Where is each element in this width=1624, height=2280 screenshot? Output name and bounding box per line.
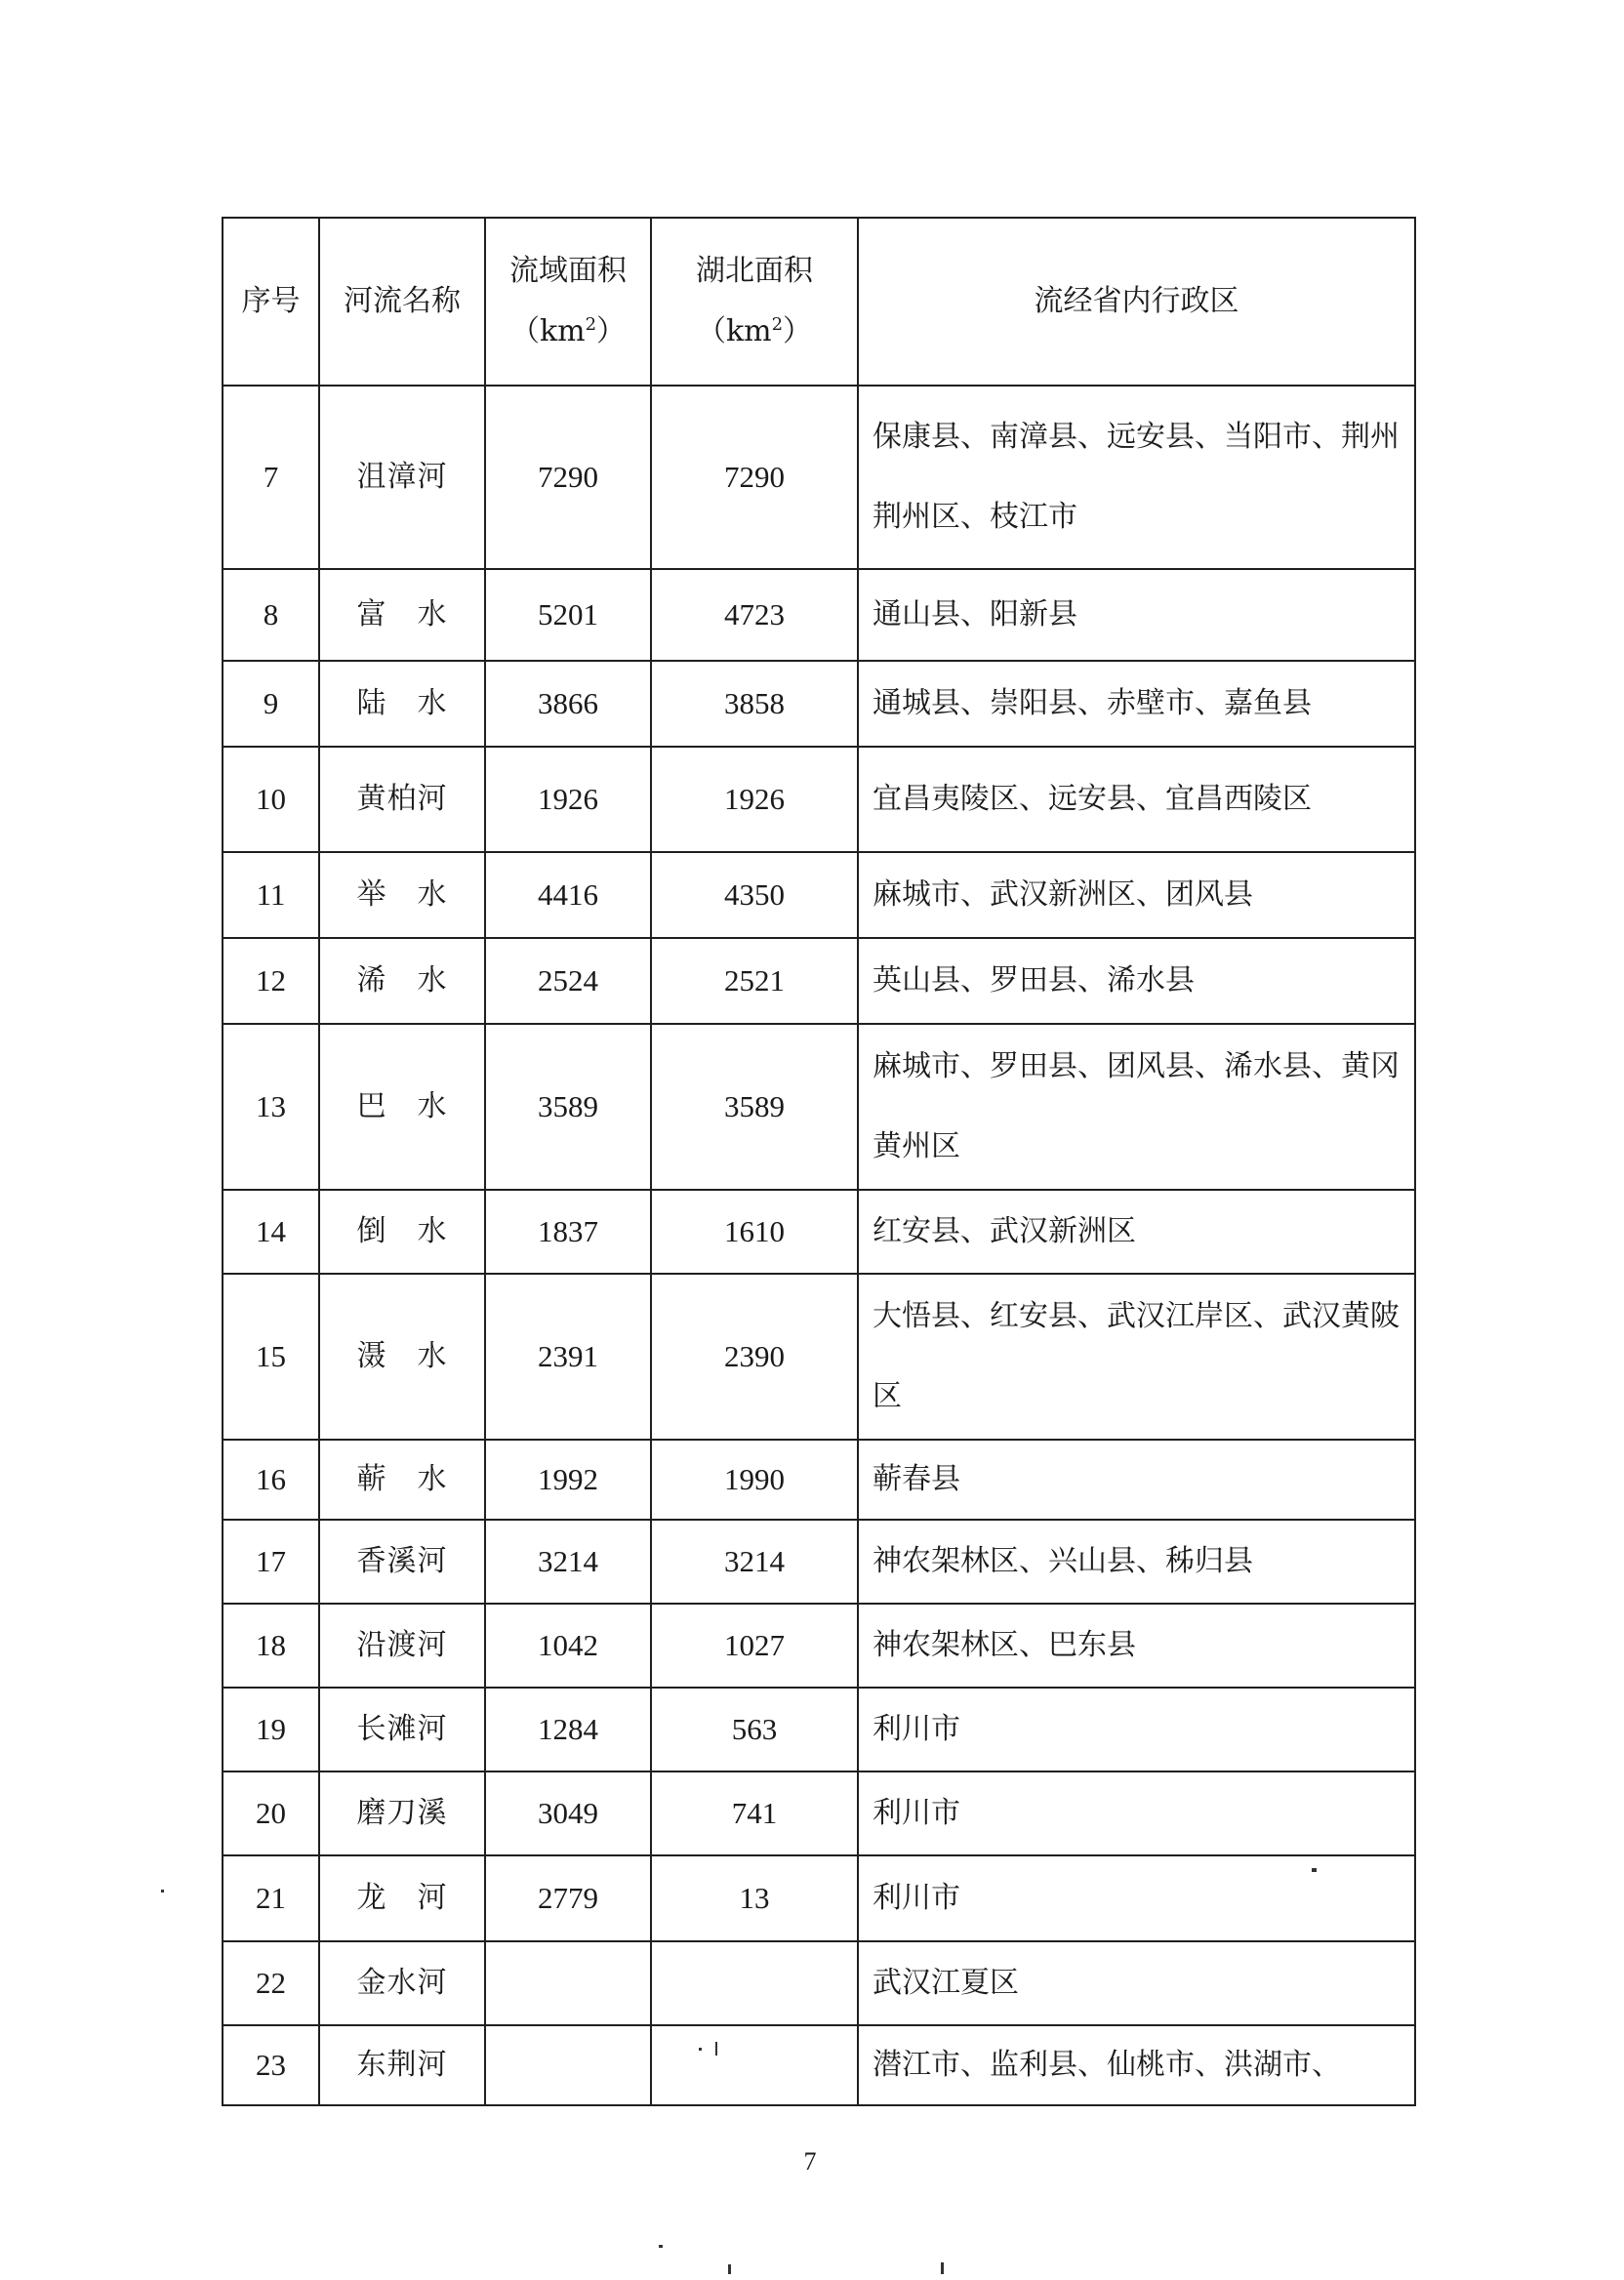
cell-regions: 麻城市、罗田县、团风县、浠水县、黄冈黄州区 xyxy=(858,1024,1415,1190)
cell-hubei-area: 2390 xyxy=(651,1274,858,1440)
table-row xyxy=(223,1771,1415,1855)
scan-speck xyxy=(728,2264,731,2274)
cell-basin-area: 4416 xyxy=(485,852,651,938)
cell-river-name: 金水河 xyxy=(319,1941,485,2025)
cell-seq: 21 xyxy=(223,1855,319,1941)
table-row xyxy=(223,1190,1415,1274)
cell-hubei-area: 4723 xyxy=(651,569,858,661)
cell-river-name: 龙 河 xyxy=(319,1855,485,1941)
cell-hubei-area: 3858 xyxy=(651,661,858,747)
cell-seq: 15 xyxy=(223,1274,319,1440)
table-row xyxy=(223,386,1415,569)
cell-hubei-area: 1027 xyxy=(651,1604,858,1688)
header-regions: 流经省内行政区 xyxy=(858,218,1415,386)
table-row xyxy=(223,1520,1415,1604)
table-row xyxy=(223,661,1415,747)
header-hubei-area xyxy=(651,218,858,386)
cell-seq: 9 xyxy=(223,661,319,747)
cell-hubei-area xyxy=(651,2025,858,2105)
cell-hubei-area: 2521 xyxy=(651,938,858,1024)
cell-river-name: 滠 水 xyxy=(319,1274,485,1440)
header-basin-area-unit: $(km^2)$ xyxy=(509,314,627,348)
table-row xyxy=(223,569,1415,661)
cell-basin-area xyxy=(485,1941,651,2025)
cell-seq: 17 xyxy=(223,1520,319,1604)
cell-regions: 大悟县、红安县、武汉江岸区、武汉黄陂区 xyxy=(858,1274,1415,1440)
cell-river-name: 长滩河 xyxy=(319,1688,485,1771)
cell-regions: 神农架林区、兴山县、秭归县 xyxy=(858,1520,1415,1604)
page-number: 7 xyxy=(803,2147,817,2176)
table-header-row xyxy=(223,218,1415,386)
cell-river-name: 倒 水 xyxy=(319,1190,485,1274)
cell-river-name: 沮漳河 xyxy=(319,386,485,569)
cell-regions: 神农架林区、巴东县 xyxy=(858,1604,1415,1688)
header-hubei-area-unit: $(km^2)$ xyxy=(696,314,813,348)
cell-regions: 保康县、南漳县、远安县、当阳市、荆州荆州区、枝江市 xyxy=(858,386,1415,569)
scan-speck xyxy=(715,2042,717,2056)
cell-basin-area: 1284 xyxy=(485,1688,651,1771)
header-hubei-area-label: 湖北面积 xyxy=(696,254,813,288)
cell-basin-area: 1992 xyxy=(485,1440,651,1520)
cell-basin-area: 5201 xyxy=(485,569,651,661)
cell-river-name: 陆 水 xyxy=(319,661,485,747)
cell-regions: 利川市 xyxy=(858,1688,1415,1771)
cell-basin-area: 1042 xyxy=(485,1604,651,1688)
cell-hubei-area: 563 xyxy=(651,1688,858,1771)
table-body xyxy=(223,386,1415,2105)
cell-regions: 通城县、崇阳县、赤壁市、嘉鱼县 xyxy=(858,661,1415,747)
cell-regions: 红安县、武汉新洲区 xyxy=(858,1190,1415,1274)
cell-river-name: 巴 水 xyxy=(319,1024,485,1190)
table-row xyxy=(223,1440,1415,1520)
cell-seq: 7 xyxy=(223,386,319,569)
cell-hubei-area: 4350 xyxy=(651,852,858,938)
cell-regions: 宜昌夷陵区、远安县、宜昌西陵区 xyxy=(858,747,1415,852)
header-basin-area xyxy=(485,218,651,386)
cell-river-name: 黄柏河 xyxy=(319,747,485,852)
cell-regions: 蕲春县 xyxy=(858,1440,1415,1520)
cell-river-name: 蕲 水 xyxy=(319,1440,485,1520)
header-river-name: 河流名称 xyxy=(319,218,485,386)
cell-river-name: 东荆河 xyxy=(319,2025,485,2105)
scan-speck xyxy=(699,2048,702,2051)
table-row xyxy=(223,1604,1415,1688)
scan-speck xyxy=(941,2262,944,2274)
table-row xyxy=(223,1024,1415,1190)
cell-seq: 14 xyxy=(223,1190,319,1274)
table-row xyxy=(223,1855,1415,1941)
table-row xyxy=(223,747,1415,852)
cell-hubei-area: 3589 xyxy=(651,1024,858,1190)
cell-river-name: 富 水 xyxy=(319,569,485,661)
scan-speck xyxy=(161,1890,164,1893)
cell-hubei-area: 3214 xyxy=(651,1520,858,1604)
scan-speck xyxy=(659,2245,663,2248)
cell-basin-area xyxy=(485,2025,651,2105)
cell-river-name: 举 水 xyxy=(319,852,485,938)
cell-hubei-area: 1926 xyxy=(651,747,858,852)
cell-basin-area: 2524 xyxy=(485,938,651,1024)
cell-regions: 麻城市、武汉新洲区、团风县 xyxy=(858,852,1415,938)
table-row xyxy=(223,2025,1415,2105)
cell-basin-area: 3589 xyxy=(485,1024,651,1190)
cell-basin-area: 3049 xyxy=(485,1771,651,1855)
cell-river-name: 磨刀溪 xyxy=(319,1771,485,1855)
cell-hubei-area: 1990 xyxy=(651,1440,858,1520)
cell-basin-area: 7290 xyxy=(485,386,651,569)
cell-basin-area: 2779 xyxy=(485,1855,651,1941)
table-row xyxy=(223,852,1415,938)
table-row xyxy=(223,1688,1415,1771)
cell-seq: 19 xyxy=(223,1688,319,1771)
table-row xyxy=(223,938,1415,1024)
cell-hubei-area: 741 xyxy=(651,1771,858,1855)
cell-seq: 12 xyxy=(223,938,319,1024)
cell-regions: 利川市 xyxy=(858,1771,1415,1855)
cell-river-name: 香溪河 xyxy=(319,1520,485,1604)
table-row xyxy=(223,1941,1415,2025)
river-table xyxy=(222,217,1416,2106)
cell-seq: 18 xyxy=(223,1604,319,1688)
cell-basin-area: 3866 xyxy=(485,661,651,747)
cell-seq: 23 xyxy=(223,2025,319,2105)
header-basin-area-label: 流域面积 xyxy=(509,254,627,288)
cell-regions: 潜江市、监利县、仙桃市、洪湖市、 xyxy=(858,2025,1415,2105)
cell-river-name: 浠 水 xyxy=(319,938,485,1024)
cell-seq: 8 xyxy=(223,569,319,661)
cell-basin-area: 2391 xyxy=(485,1274,651,1440)
cell-hubei-area: 1610 xyxy=(651,1190,858,1274)
scan-speck xyxy=(1312,1868,1317,1872)
cell-basin-area: 1837 xyxy=(485,1190,651,1274)
cell-river-name: 沿渡河 xyxy=(319,1604,485,1688)
cell-hubei-area xyxy=(651,1941,858,2025)
cell-seq: 22 xyxy=(223,1941,319,2025)
cell-seq: 11 xyxy=(223,852,319,938)
cell-seq: 16 xyxy=(223,1440,319,1520)
cell-regions: 通山县、阳新县 xyxy=(858,569,1415,661)
header-seq: 序号 xyxy=(223,218,319,386)
cell-regions: 武汉江夏区 xyxy=(858,1941,1415,2025)
table-row xyxy=(223,1274,1415,1440)
cell-regions: 利川市 xyxy=(858,1855,1415,1941)
cell-hubei-area: 7290 xyxy=(651,386,858,569)
cell-seq: 20 xyxy=(223,1771,319,1855)
cell-basin-area: 1926 xyxy=(485,747,651,852)
cell-basin-area: 3214 xyxy=(485,1520,651,1604)
cell-hubei-area: 13 xyxy=(651,1855,858,1941)
cell-seq: 10 xyxy=(223,747,319,852)
cell-seq: 13 xyxy=(223,1024,319,1190)
cell-regions: 英山县、罗田县、浠水县 xyxy=(858,938,1415,1024)
